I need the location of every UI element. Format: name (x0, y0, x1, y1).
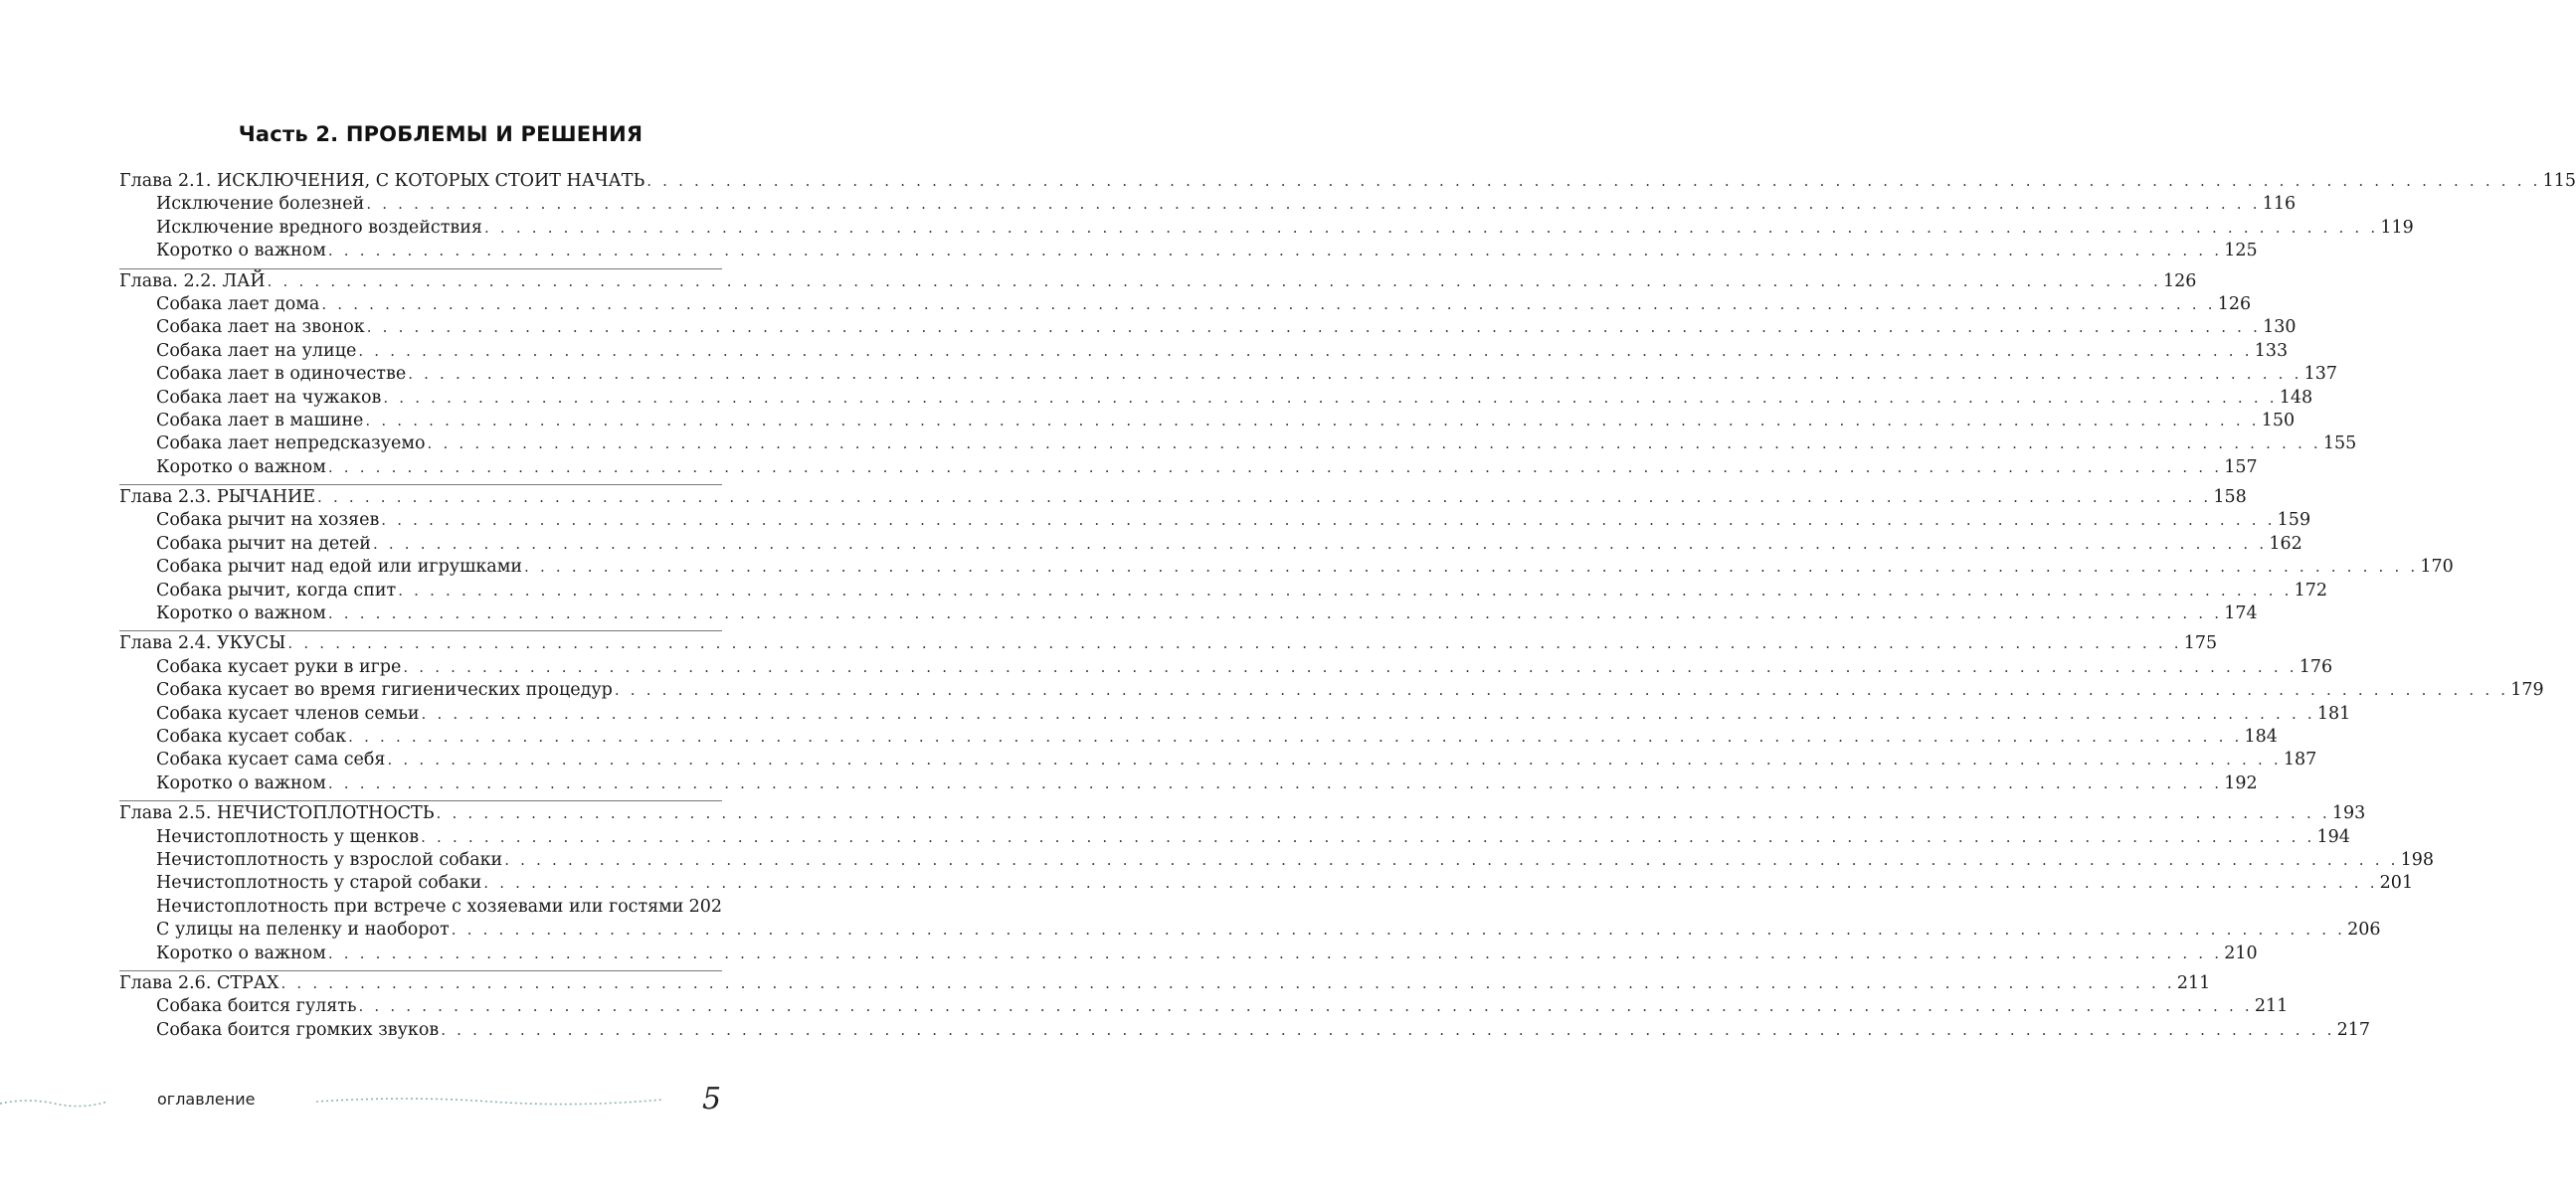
toc-entry[interactable] (119, 410, 2296, 433)
page-number-ref: 198 (2400, 849, 2435, 870)
toc-entry-title: Собака кусает во время гигиенических процедур (156, 680, 613, 701)
toc-entry-title: Собака лает дома (156, 293, 320, 314)
dot-leader: . . . . . . . . . . . . . . . . . . . . . . . . . . . . . . . . . . . . . . . . . . . . . . . . . . . . . . . . . . . . . . . . . . . . . . . . . . . . . . . . . . . . . . . . . . . . . . . . . . . . . . . . . . . . . . . . . . . . . . . . (317, 488, 2212, 507)
toc-entry[interactable] (119, 1019, 2371, 1043)
dot-leader: . . . . . . . . . . . . . . . . . . . . . . . . . . . . . . . . . . . . . . . . . . . . . . . . . . . . . . . . . . . . . . . . . . . . . . . . . . . . . . . . . . . . . . . . . . . . . . . . . . . . . . . . . . . . . . . . . . . . . . . . (366, 195, 2261, 214)
toc-entry-title: Коротко о важном (156, 773, 326, 793)
dot-leader: . . . . . . . . . . . . . . . . . . . . . . . . . . . . . . . . . . . . . . . . . . . . . . . . . . . . . . . . . . . . . . . . . . . . . . . . . . . . . . . . . . . . . . . . . . . . . . . . . . . . . . . . . . . . . . . . . . . . . . . . (483, 874, 2378, 893)
toc-entry[interactable] (119, 996, 2289, 1019)
toc-entry-title: Собака кусает сама себя (156, 750, 386, 771)
dot-leader: . . . . . . . . . . . . . . . . . . . . . . . . . . . . . . . . . . . . . . . . . . . . . . . . . . . . . . . . . . . . . . . . . . . . . . . . . . . . . . . . . . . . . . . . . . . . . . . . . . . . . . . . . . . . . . . . . . . . . . . . (321, 294, 2216, 313)
chapter-heading[interactable] (119, 633, 2218, 656)
dot-leader: . . . . . . . . . . . . . . . . . . . . . . . . . . . . . . . . . . . . . . . . . . . . . . . . . . . . . . . . . . . . . . . . . . . . . . . . . . . . . . . . . . . . . . . . . . . . . . . . . . . . . . . . . . . . . . . . . . . . . . . . (408, 365, 2302, 384)
page-number-ref: 148 (2279, 387, 2313, 408)
chapter-block (119, 970, 2371, 1043)
chapter-title: Глава 2.4. УКУСЫ (119, 633, 286, 654)
dot-leader: . . . . . . . . . . . . . . . . . . . . . . . . . . . . . . . . . . . . . . . . . . . . . . . . . . . . . . . . . . . . . . . . . . . . . . . . . . . . . . . . . . . . . . . . . . . . . . . . . . . . . . . . . . . . . . . . . . . . . . . . (348, 727, 2243, 746)
chapter-heading[interactable] (119, 487, 2247, 510)
page-number-ref: 126 (2217, 293, 2252, 314)
toc-entry[interactable] (119, 364, 2337, 387)
dot-leader: . . . . . . . . . . . . . . . . . . . . . . . . . . . . . . . . . . . . . . . . . . . . . . . . . . . . . . . . . . . . . . . . . . . . . . . . . . . . . . . . . . . . . . . . . . . . . . . . . . . . . . . . . . . . . . . . . . . . . . . . (483, 218, 2379, 237)
page-number-ref: 159 (2277, 510, 2311, 531)
toc-entry-title: С улицы на пеленку и наоборот (156, 920, 450, 941)
dot-leader (685, 898, 686, 916)
page-number-ref: 211 (2254, 996, 2289, 1017)
toc-entry[interactable] (119, 317, 2297, 340)
dot-leader: . . . . . . . . . . . . . . . . . . . . . . . . . . . . . . . . . . . . . . . . . . . . . . . . . . . . . . . . . . . . . . . . . . . . . . . . . . . . . . . . . . . . . . . . . . . . . . . . . . . . . . . . . . . . . . . . . . . . . . . . (421, 704, 2315, 723)
dot-leader: . . . . . . . . . . . . . . . . . . . . . . . . . . . . . . . . . . . . . . . . . . . . . . . . . . . . . . . . . . . . . . . . . . . . . . . . . . . . . . . . . . . . . . . . . . . . . . . . . . . . . . . . . . . . . . . . . . . . . . . . (327, 604, 2223, 623)
toc-entry-title: Исключение вредного воздействия (156, 217, 482, 238)
table-of-contents (119, 171, 2576, 1047)
toc-entry[interactable] (119, 293, 2252, 317)
chapter-block (119, 630, 2544, 796)
dot-leader: . . . . . . . . . . . . . . . . . . . . . . . . . . . . . . . . . . . . . . . . . . . . . . . . . . . . . . . . . . . . . . . . . . . . . . . . . . . . . . . . . . . . . . . . . . . . . . . . . . . . . . . . . . . . . . . . . . . . . . . . (398, 581, 2293, 600)
page-number-ref: 187 (2283, 750, 2317, 771)
toc-entry-title: Коротко о важном (156, 456, 326, 477)
toc-entry-title: Нечистоплотность при встрече с хозяевами или гостями (156, 896, 684, 917)
dot-leader: . . . . . . . . . . . . . . . . . . . . . . . . . . . . . . . . . . . . . . . . . . . . . . . . . . . . . . . . . . . . . . . . . . . . . . . . . . . . . . . . . . . . . . . . . . . . . . . . . . . . . . . . . . . . . . . . . . . . . . . . (280, 973, 2175, 992)
dot-leader: . . . . . . . . . . . . . . . . . . . . . . . . . . . . . . . . . . . . . . . . . . . . . . . . . . . . . . . . . . . . . . . . . . . . . . . . . . . . . . . . . . . . . . . . . . . . . . . . . . . . . . . . . . . . . . . . . . . . . . . . (358, 997, 2253, 1016)
page-number-ref: 116 (2262, 194, 2297, 215)
footer-wave-left-decoration (0, 1094, 109, 1110)
toc-entry-title: Собака кусает руки в игре (156, 656, 402, 677)
dot-leader: . . . . . . . . . . . . . . . . . . . . . . . . . . . . . . . . . . . . . . . . . . . . . . . . . . . . . . . . . . . . . . . . . . . . . . . . . . . . . . . . . . . . . . . . . . . . . . . . . . . . . . . . . . . . . . . . . . . . . . . . (327, 944, 2223, 962)
page-number-ref: 176 (2299, 656, 2333, 677)
dot-leader: . . . . . . . . . . . . . . . . . . . . . . . . . . . . . . . . . . . . . . . . . . . . . . . . . . . . . . . . . . . . . . . . . . . . . . . . . . . . . . . . . . . . . . . . . . . . . . . . . . . . . . . . . . . . . . . . . . . . . . . . (646, 172, 2541, 190)
dot-leader: . . . . . . . . . . . . . . . . . . . . . . . . . . . . . . . . . . . . . . . . . . . . . . . . . . . . . . . . . . . . . . . . . . . . . . . . . . . . . . . . . . . . . . . . . . . . . . . . . . . . . . . . . . . . . . . . . . . . . . . . (381, 511, 2276, 530)
dot-leader: . . . . . . . . . . . . . . . . . . . . . . . . . . . . . . . . . . . . . . . . . . . . . . . . . . . . . . . . . . . . . . . . . . . . . . . . . . . . . . . . . . . . . . . . . . . . . . . . . . . . . . . . . . . . . . . . . . . . . . . . (267, 271, 2161, 290)
toc-entry-title: Коротко о важном (156, 603, 326, 624)
page-number-ref: 130 (2263, 317, 2297, 338)
page-number-ref: 217 (2336, 1019, 2371, 1040)
page-number-ref: 133 (2254, 340, 2289, 361)
page-number-ref: 192 (2224, 773, 2258, 793)
chapter-title: Глава. 2.2. ЛАЙ (119, 270, 266, 291)
page-number-ref: 202 (688, 896, 722, 917)
toc-entry-title: Собака лает в машине (156, 410, 364, 430)
dot-leader: . . . . . . . . . . . . . . . . . . . . . . . . . . . . . . . . . . . . . . . . . . . . . . . . . . . . . . . . . . . . . . . . . . . . . . . . . . . . . . . . . . . . . . . . . . . . . . . . . . . . . . . . . . . . . . . . . . . . . . . . (436, 804, 2330, 823)
toc-entry-title: Собака рычит на хозяев (156, 510, 380, 531)
toc-entry[interactable] (119, 750, 2317, 773)
wave-path (316, 1099, 662, 1105)
dot-leader: . . . . . . . . . . . . . . . . . . . . . . . . . . . . . . . . . . . . . . . . . . . . . . . . . . . . . . . . . . . . . . . . . . . . . . . . . . . . . . . . . . . . . . . . . . . . . . . . . . . . . . . . . . . . . . . . . . . . . . . . (504, 850, 2399, 869)
toc-entry-title: Нечистоплотность у щенков (156, 826, 420, 847)
toc-entry-title: Собака рычит над едой или игрушками (156, 557, 523, 578)
toc-entry[interactable] (119, 873, 2414, 896)
chapter-heading[interactable] (119, 270, 2197, 294)
footer-wave-right-decoration (316, 1092, 664, 1108)
page-number-ref: 174 (2224, 603, 2258, 624)
chapter-heading[interactable] (119, 972, 2211, 996)
dot-leader: . . . . . . . . . . . . . . . . . . . . . . . . . . . . . . . . . . . . . . . . . . . . . . . . . . . . . . . . . . . . . . . . . . . . . . . . . . . . . . . . . . . . . . . . . . . . . . . . . . . . . . . . . . . . . . . . . . . . . . . . (327, 457, 2223, 476)
toc-entry[interactable] (119, 703, 2351, 727)
chapter-title: Глава 2.1. ИСКЛЮЧЕНИЯ, С КОТОРЫХ СТОИТ НАЧАТЬ (119, 171, 645, 191)
toc-entry[interactable] (119, 726, 2278, 750)
page-number-ref: 150 (2261, 410, 2296, 430)
dot-leader: . . . . . . . . . . . . . . . . . . . . . . . . . . . . . . . . . . . . . . . . . . . . . . . . . . . . . . . . . . . . . . . . . . . . . . . . . . . . . . . . . . . . . . . . . . . . . . . . . . . . . . . . . . . . . . . . . . . . . . . . (421, 827, 2315, 846)
toc-entry[interactable] (119, 387, 2313, 411)
toc-entry[interactable] (119, 194, 2297, 217)
dot-leader: . . . . . . . . . . . . . . . . . . . . . . . . . . . . . . . . . . . . . . . . . . . . . . . . . . . . . . . . . . . . . . . . . . . . . . . . . . . . . . . . . . . . . . . . . . . . . . . . . . . . . . . . . . . . . . . . . . . . . . . . (441, 1020, 2335, 1039)
toc-entry[interactable] (119, 580, 2328, 603)
toc-entry-title: Собака кусает собак (156, 726, 347, 747)
toc-entry[interactable] (119, 920, 2381, 943)
page-number-ref: 194 (2316, 826, 2350, 847)
dot-leader: . . . . . . . . . . . . . . . . . . . . . . . . . . . . . . . . . . . . . . . . . . . . . . . . . . . . . . . . . . . . . . . . . . . . . . . . . . . . . . . . . . . . . . . . . . . . . . . . . . . . . . . . . . . . . . . . . . . . . . . . (372, 534, 2268, 553)
toc-entry-title: Собака боится громких звуков (156, 1019, 440, 1040)
toc-entry[interactable] (119, 456, 2258, 480)
dot-leader: . . . . . . . . . . . . . . . . . . . . . . . . . . . . . . . . . . . . . . . . . . . . . . . . . . . . . . . . . . . . . . . . . . . . . . . . . . . . . . . . . . . . . . . . . . . . . . . . . . . . . . . . . . . . . . . . . . . . . . . . (327, 774, 2223, 792)
toc-entry-title: Собака лает на улице (156, 340, 357, 361)
chapter-title: Глава 2.3. РЫЧАНИЕ (119, 487, 316, 508)
page-number-ref: 155 (2322, 433, 2357, 454)
toc-entry[interactable] (119, 340, 2289, 364)
page-number-ref: 193 (2331, 803, 2366, 824)
dot-leader: . . . . . . . . . . . . . . . . . . . . . . . . . . . . . . . . . . . . . . . . . . . . . . . . . . . . . . . . . . . . . . . . . . . . . . . . . . . . . . . . . . . . . . . . . . . . . . . . . . . . . . . . . . . . . . . . . . . . . . . . (451, 921, 2346, 940)
page-number-ref: 115 (2542, 171, 2576, 191)
dot-leader: . . . . . . . . . . . . . . . . . . . . . . . . . . . . . . . . . . . . . . . . . . . . . . . . . . . . . . . . . . . . . . . . . . . . . . . . . . . . . . . . . . . . . . . . . . . . . . . . . . . . . . . . . . . . . . . . . . . . . . . . (358, 341, 2253, 360)
dot-leader: . . . . . . . . . . . . . . . . . . . . . . . . . . . . . . . . . . . . . . . . . . . . . . . . . . . . . . . . . . . . . . . . . . . . . . . . . . . . . . . . . . . . . . . . . . . . . . . . . . . . . . . . . . . . . . . . . . . . . . . . (427, 434, 2321, 453)
toc-entry-title: Собака кусает членов семьи (156, 703, 420, 724)
toc-entry[interactable] (119, 557, 2454, 580)
toc-entry[interactable] (119, 849, 2435, 873)
chapter-heading[interactable] (119, 803, 2366, 826)
dot-leader: . . . . . . . . . . . . . . . . . . . . . . . . . . . . . . . . . . . . . . . . . . . . . . . . . . . . . . . . . . . . . . . . . . . . . . . . . . . . . . . . . . . . . . . . . . . . . . . . . . . . . . . . . . . . . . . . . . . . . . . . (387, 751, 2282, 770)
dot-leader: . . . . . . . . . . . . . . . . . . . . . . . . . . . . . . . . . . . . . . . . . . . . . . . . . . . . . . . . . . . . . . . . . . . . . . . . . . . . . . . . . . . . . . . . . . . . . . . . . . . . . . . . . . . . . . . . . . . . . . . . (327, 242, 2223, 260)
dot-leader: . . . . . . . . . . . . . . . . . . . . . . . . . . . . . . . . . . . . . . . . . . . . . . . . . . . . . . . . . . . . . . . . . . . . . . . . . . . . . . . . . . . . . . . . . . . . . . . . . . . . . . . . . . . . . . . . . . . . . . . . (366, 318, 2262, 337)
page-number-ref: 157 (2224, 456, 2258, 477)
toc-entry[interactable] (119, 433, 2357, 456)
toc-entry-title: Исключение болезней (156, 194, 365, 215)
dot-leader: . . . . . . . . . . . . . . . . . . . . . . . . . . . . . . . . . . . . . . . . . . . . . . . . . . . . . . . . . . . . . . . . . . . . . . . . . . . . . . . . . . . . . . . . . . . . . . . . . . . . . . . . . . . . . . . . . . . . . . . . (383, 388, 2278, 407)
toc-entry-title: Собака рычит на детей (156, 533, 371, 554)
chapter-title: Глава 2.6. СТРАХ (119, 972, 279, 993)
page-number: 5 (702, 1082, 722, 1117)
toc-entry-title: Коротко о важном (156, 943, 326, 963)
page-number-ref: 201 (2379, 873, 2414, 894)
chapter-title: Глава 2.5. НЕЧИСТОПЛОТНОСТЬ (119, 803, 435, 824)
chapter-block (119, 171, 2576, 264)
toc-entry[interactable] (119, 510, 2311, 533)
toc-entry-title: Нечистоплотность у старой собаки (156, 873, 482, 894)
dot-leader: . . . . . . . . . . . . . . . . . . . . . . . . . . . . . . . . . . . . . . . . . . . . . . . . . . . . . . . . . . . . . . . . . . . . . . . . . . . . . . . . . . . . . . . . . . . . . . . . . . . . . . . . . . . . . . . . . . . . . . . . (403, 657, 2298, 676)
toc-entry-title: Собака лает в одиночестве (156, 364, 407, 385)
chapter-heading[interactable] (119, 171, 2576, 194)
page-number-ref: 126 (2163, 270, 2197, 291)
chapter-block (119, 268, 2357, 481)
dot-leader: . . . . . . . . . . . . . . . . . . . . . . . . . . . . . . . . . . . . . . . . . . . . . . . . . . . . . . . . . . . . . . . . . . . . . . . . . . . . . . . . . . . . . . . . . . . . . . . . . . . . . . . . . . . . . . . . . . . . . . . . (287, 634, 2182, 653)
page-number-ref: 170 (2420, 557, 2454, 578)
dot-leader: . . . . . . . . . . . . . . . . . . . . . . . . . . . . . . . . . . . . . . . . . . . . . . . . . . . . . . . . . . . . . . . . . . . . . . . . . . . . . . . . . . . . . . . . . . . . . . . . . . . . . . . . . . . . . . . . . . . . . . . . (524, 558, 2419, 577)
page-number-ref: 175 (2183, 633, 2218, 654)
toc-entry-title: Коротко о важном (156, 241, 326, 261)
footer-section-label: оглавление (157, 1090, 256, 1109)
toc-entry[interactable] (119, 241, 2258, 263)
page-number-ref: 206 (2347, 920, 2381, 941)
toc-entry-title: Собака лает непредсказуемо (156, 433, 426, 454)
page-number-ref: 184 (2244, 726, 2278, 747)
toc-entry[interactable] (119, 680, 2544, 703)
page-number-ref: 125 (2224, 241, 2258, 261)
page-number-ref: 211 (2176, 972, 2211, 993)
toc-entry-title: Нечистоплотность у взрослой собаки (156, 849, 503, 870)
page-number-ref: 210 (2224, 943, 2258, 963)
toc-entry[interactable] (119, 826, 2350, 850)
toc-entry[interactable] (119, 217, 2414, 241)
chapter-block (119, 800, 2435, 966)
toc-entry[interactable] (119, 943, 2258, 966)
toc-entry-title: Собака лает на звонок (156, 317, 365, 338)
page-number-ref: 162 (2269, 533, 2302, 554)
toc-entry[interactable] (119, 603, 2258, 626)
toc-entry-title: Собака боится гулять (156, 996, 357, 1017)
page-number-ref: 137 (2303, 364, 2337, 385)
page-number-ref: 119 (2380, 217, 2414, 238)
toc-entry-title: Собака лает на чужаков (156, 387, 382, 408)
chapter-block (119, 484, 2454, 626)
page-number-ref: 158 (2213, 487, 2247, 508)
wave-path (0, 1101, 107, 1107)
toc-entry-title: Собака рычит, когда спит (156, 580, 397, 601)
part-title: Часть 2. ПРОБЛЕМЫ И РЕШЕНИЯ (238, 122, 644, 146)
dot-leader: . . . . . . . . . . . . . . . . . . . . . . . . . . . . . . . . . . . . . . . . . . . . . . . . . . . . . . . . . . . . . . . . . . . . . . . . . . . . . . . . . . . . . . . . . . . . . . . . . . . . . . . . . . . . . . . . . . . . . . . . (614, 681, 2509, 700)
dot-leader: . . . . . . . . . . . . . . . . . . . . . . . . . . . . . . . . . . . . . . . . . . . . . . . . . . . . . . . . . . . . . . . . . . . . . . . . . . . . . . . . . . . . . . . . . . . . . . . . . . . . . . . . . . . . . . . . . . . . . . . . (365, 411, 2260, 430)
page-number-ref: 179 (2510, 680, 2544, 701)
page-number-ref: 181 (2316, 703, 2351, 724)
toc-entry[interactable] (119, 656, 2333, 680)
toc-entry[interactable] (119, 773, 2258, 796)
toc-entry[interactable] (119, 533, 2302, 557)
page-number-ref: 172 (2294, 580, 2328, 601)
toc-entry[interactable] (119, 897, 722, 920)
